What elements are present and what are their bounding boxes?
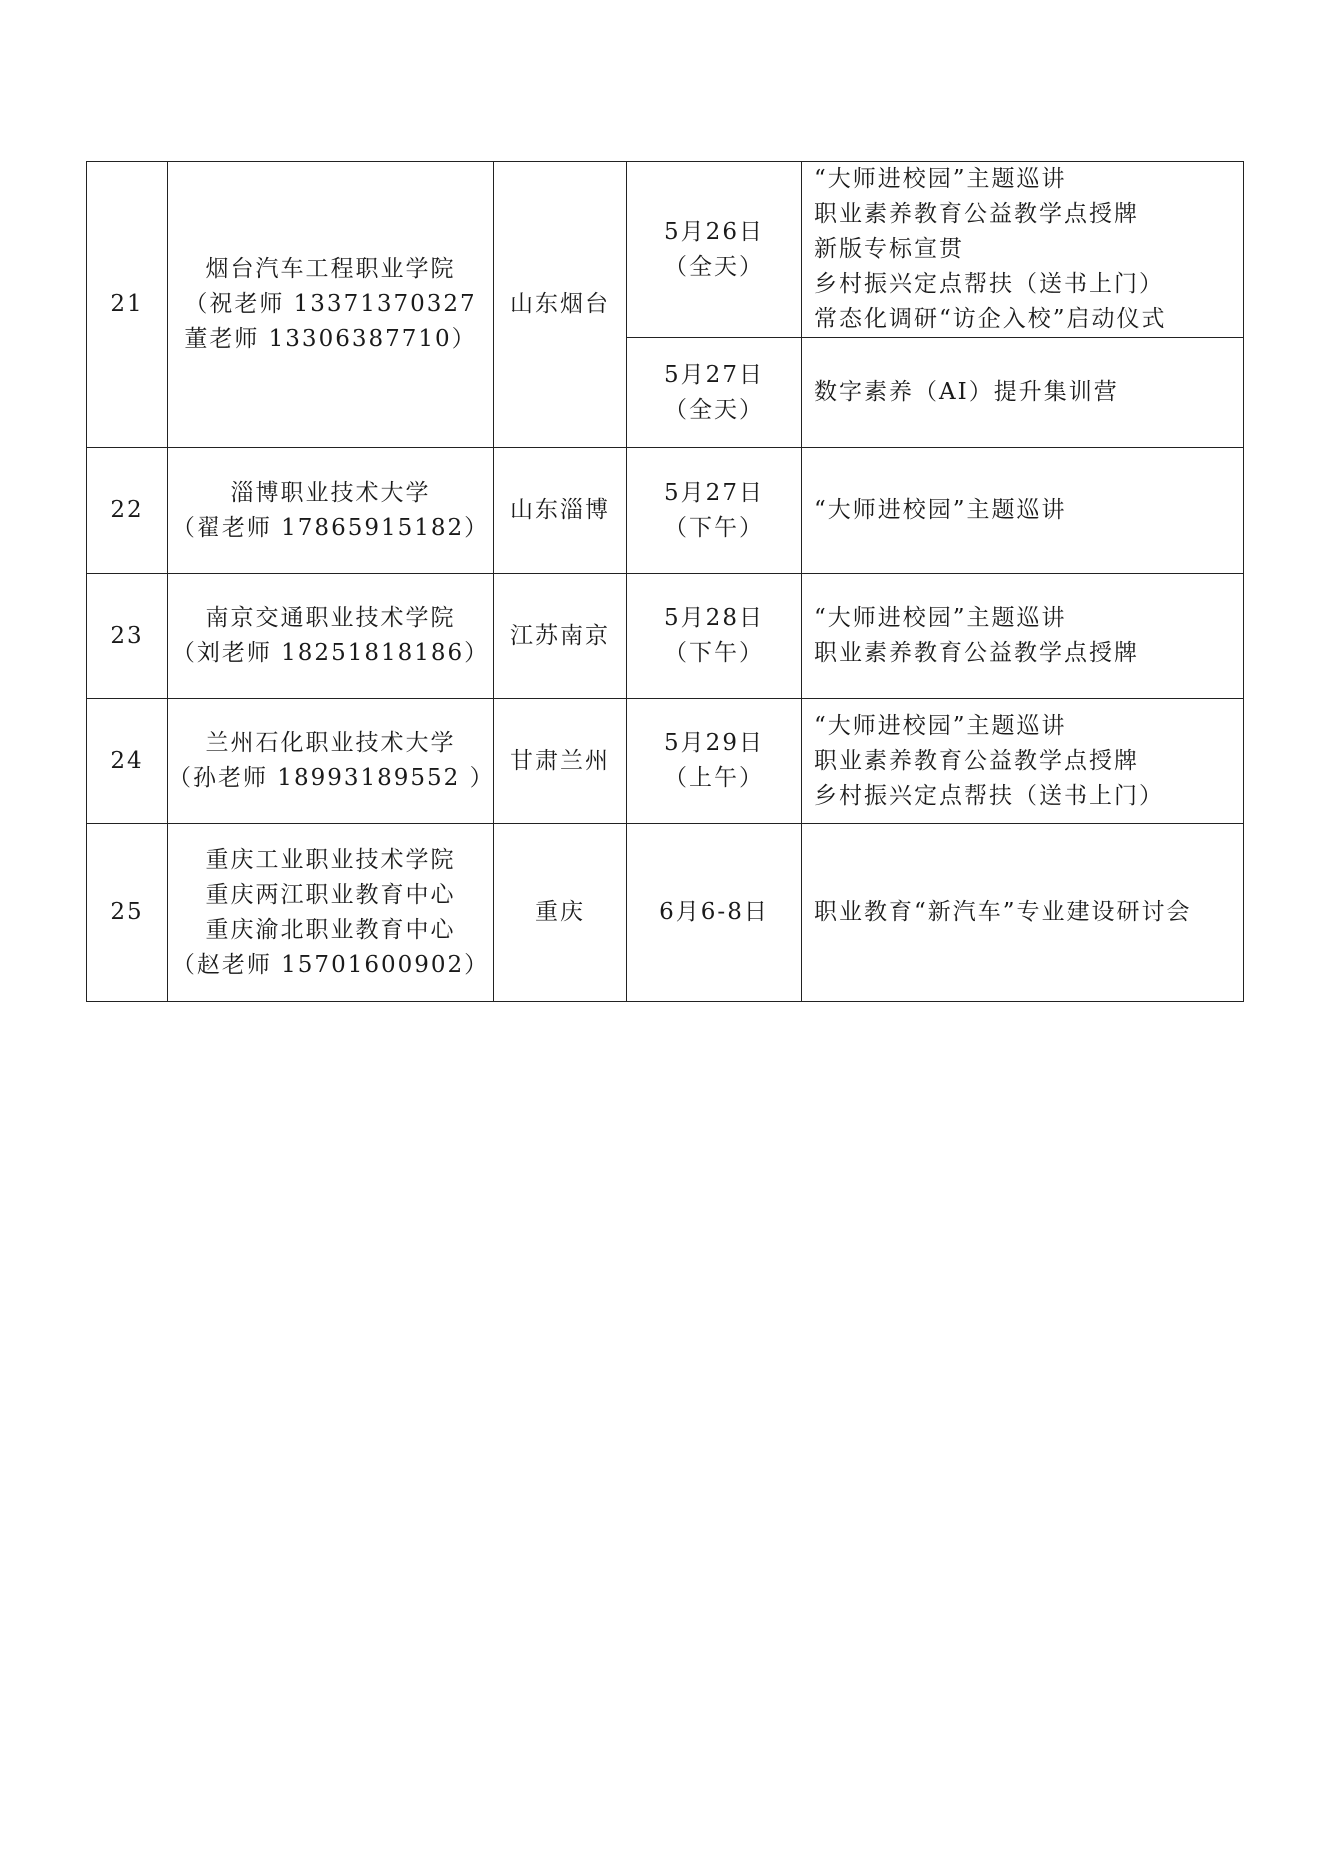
activities-cell: “大师进校园”主题巡讲 职业素养教育公益教学点授牌 乡村振兴定点帮扶（送书上门） (802, 699, 1244, 824)
activities-cell: “大师进校园”主题巡讲 职业素养教育公益教学点授牌 (802, 574, 1244, 699)
date-cell: 5月28日 （下午） (627, 574, 802, 699)
table-row (87, 699, 1244, 824)
table-row (87, 162, 1244, 338)
schedule-table (86, 161, 1244, 1002)
location-cell: 甘肃兰州 (494, 699, 627, 824)
location-cell: 重庆 (494, 824, 627, 1002)
organizer-cell: 烟台汽车工程职业学院 （祝老师 13371370327 董老师 13306387710） (168, 162, 494, 448)
row-number: 22 (87, 448, 168, 574)
date-cell: 5月27日 （全天） (627, 338, 802, 448)
date-cell: 5月27日 （下午） (627, 448, 802, 574)
activities-cell: “大师进校园”主题巡讲 (802, 448, 1244, 574)
table-row (87, 824, 1244, 1002)
organizer-cell: 重庆工业职业技术学院 重庆两江职业教育中心 重庆渝北职业教育中心 （赵老师 15701600902） (168, 824, 494, 1002)
row-number: 21 (87, 162, 168, 448)
table-row (87, 448, 1244, 574)
activities-cell: 数字素养（AI）提升集训营 (802, 338, 1244, 448)
location-cell: 山东烟台 (494, 162, 627, 448)
location-cell: 江苏南京 (494, 574, 627, 699)
organizer-cell: 淄博职业技术大学 （翟老师 17865915182） (168, 448, 494, 574)
date-cell: 5月26日 （全天） (627, 162, 802, 338)
organizer-cell: 兰州石化职业技术大学 （孙老师 18993189552 ） (168, 699, 494, 824)
activities-cell: “大师进校园”主题巡讲 职业素养教育公益教学点授牌 新版专标宣贯 乡村振兴定点帮扶（送书上门） 常态化调研“访企入校”启动仪式 (802, 162, 1244, 338)
row-number: 24 (87, 699, 168, 824)
date-cell: 5月29日 （上午） (627, 699, 802, 824)
date-cell: 6月6-8日 (627, 824, 802, 1002)
row-number: 25 (87, 824, 168, 1002)
activities-cell: 职业教育“新汽车”专业建设研讨会 (802, 824, 1244, 1002)
organizer-cell: 南京交通职业技术学院 （刘老师 18251818186） (168, 574, 494, 699)
table-row (87, 574, 1244, 699)
row-number: 23 (87, 574, 168, 699)
location-cell: 山东淄博 (494, 448, 627, 574)
